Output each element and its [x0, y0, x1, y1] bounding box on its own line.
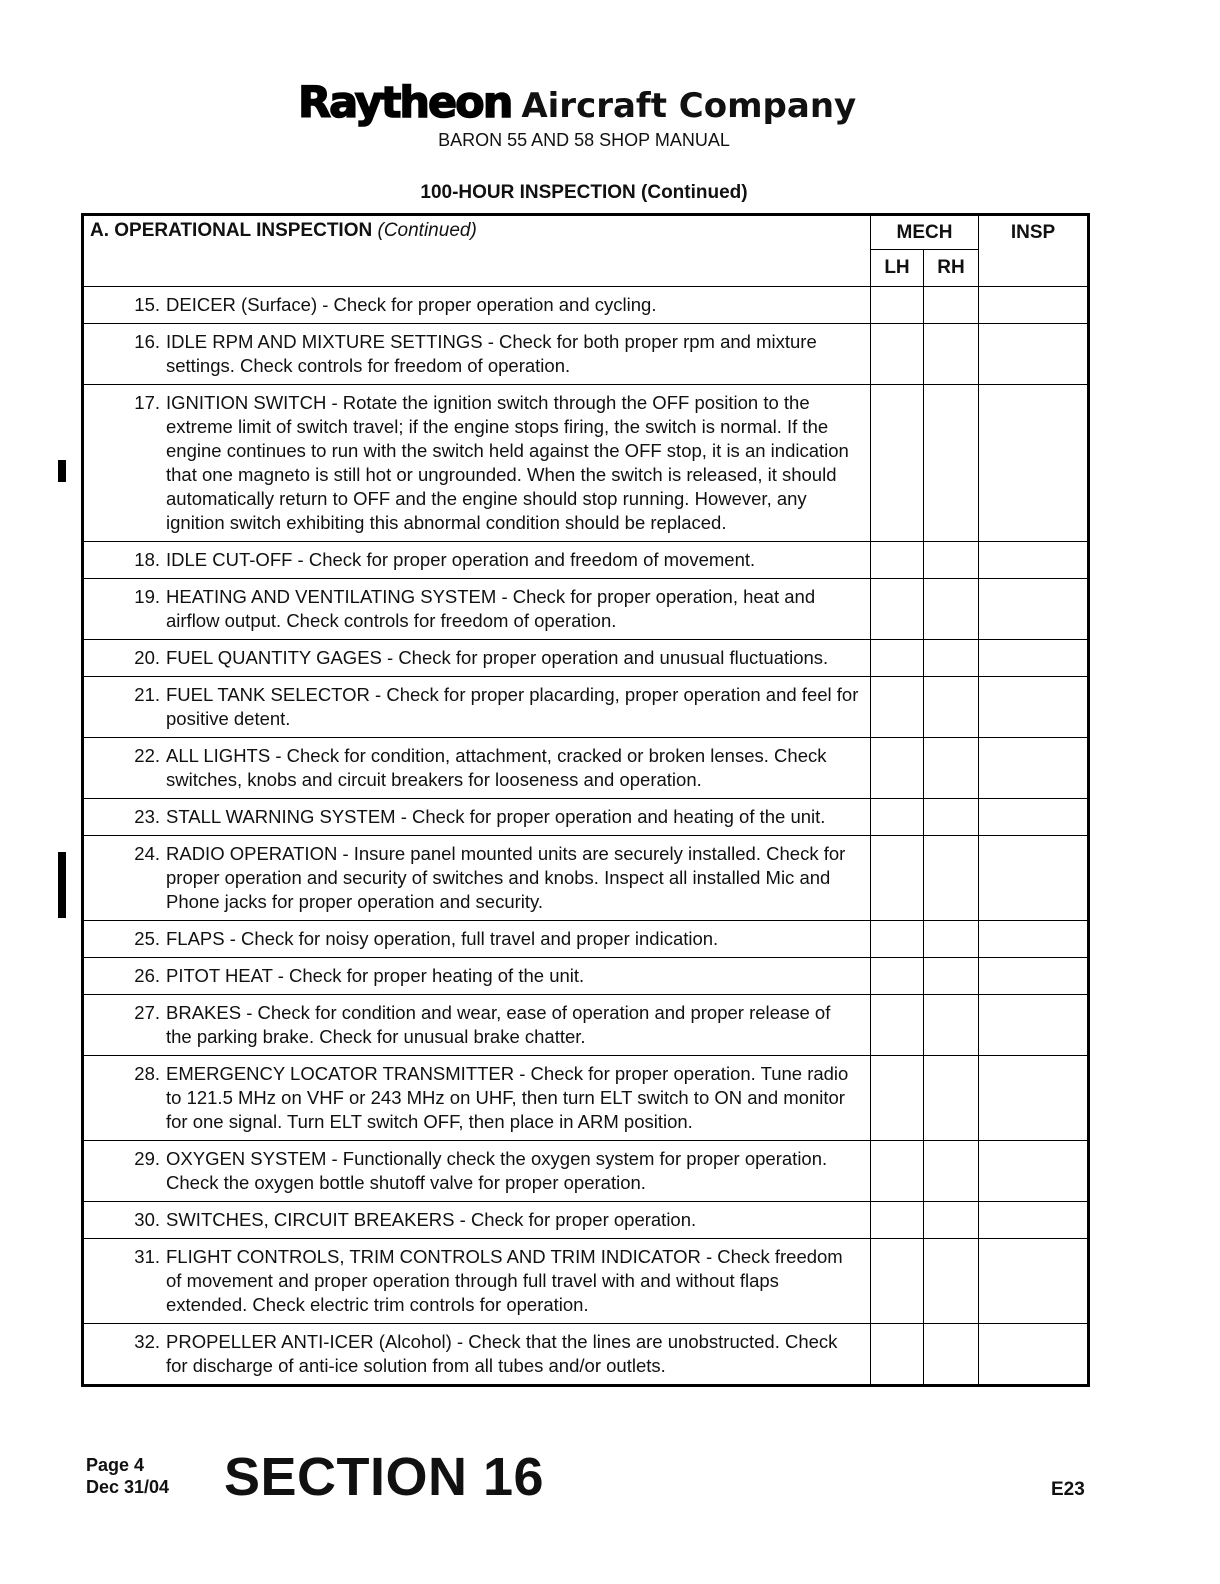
item-number: 23. [134, 806, 160, 827]
inspection-table [81, 213, 1090, 1387]
lh-signoff-cell[interactable] [871, 799, 924, 836]
item-description-cell [83, 836, 871, 921]
item-description-cell [83, 287, 871, 324]
item-text: IDLE CUT-OFF - Check for proper operation and freedom of movement. [166, 549, 756, 570]
item-number: 24. [134, 843, 160, 864]
insp-column-header: INSP [979, 215, 1089, 287]
item-content [84, 964, 860, 988]
item-text: ALL LIGHTS - Check for condition, attachment, cracked or broken lenses. Check switches, knobs and circuit breakers for looseness and operation. [166, 745, 827, 790]
item-description-cell [83, 1324, 871, 1386]
insp-signoff-cell[interactable] [979, 1141, 1089, 1202]
item-number: 21. [134, 684, 160, 705]
item-number: 17. [134, 392, 160, 413]
revision-bar [58, 852, 66, 918]
raytheon-logo: Raytheon [298, 78, 512, 128]
item-number: 16. [134, 331, 160, 352]
item-content [84, 927, 860, 951]
table-row [83, 921, 1089, 958]
lh-signoff-cell[interactable] [871, 995, 924, 1056]
item-content [84, 1245, 860, 1317]
item-description-cell [83, 738, 871, 799]
item-text: PITOT HEAT - Check for proper heating of the unit. [166, 965, 585, 986]
item-content [84, 548, 860, 572]
item-number: 31. [134, 1246, 160, 1267]
rh-signoff-cell[interactable] [924, 995, 979, 1056]
lh-column-header: LH [871, 250, 924, 287]
item-description-cell [83, 921, 871, 958]
page-info [86, 1454, 169, 1498]
item-text: BRAKES - Check for condition and wear, ease of operation and proper release of the parking brake. Check for unusual brake chatter. [166, 1002, 831, 1047]
rh-signoff-cell[interactable] [924, 1239, 979, 1324]
item-content [84, 744, 860, 792]
page-date: Dec 31/04 [86, 1477, 170, 1497]
table-row [83, 1056, 1089, 1141]
rh-signoff-cell[interactable] [924, 640, 979, 677]
insp-signoff-cell[interactable] [979, 1324, 1089, 1386]
item-text: FLIGHT CONTROLS, TRIM CONTROLS AND TRIM INDICATOR - Check freedom of movement and proper operation through full travel with and without flaps extended. Check electric trim controls for operation. [166, 1246, 843, 1315]
insp-signoff-cell[interactable] [979, 579, 1089, 640]
item-content [84, 646, 860, 670]
inspection-title: 100-HOUR INSPECTION (Continued) [420, 182, 748, 203]
rh-signoff-cell[interactable] [924, 677, 979, 738]
item-content [84, 293, 860, 317]
item-content [84, 330, 860, 378]
insp-signoff-cell[interactable] [979, 287, 1089, 324]
item-description-cell [83, 324, 871, 385]
item-text: OXYGEN SYSTEM - Functionally check the oxygen system for proper operation. Check the oxygen bottle shutoff valve for proper operation. [166, 1148, 828, 1193]
rh-signoff-cell[interactable] [924, 579, 979, 640]
item-number: 19. [134, 586, 160, 607]
item-text: IDLE RPM AND MIXTURE SETTINGS - Check for both proper rpm and mixture settings. Check controls for freedom of operation. [166, 331, 817, 376]
lh-signoff-cell[interactable] [871, 640, 924, 677]
rh-signoff-cell[interactable] [924, 921, 979, 958]
brand-subtitle: Aircraft Company [521, 86, 857, 126]
table-row [83, 738, 1089, 799]
rh-signoff-cell[interactable] [924, 1141, 979, 1202]
lh-signoff-cell[interactable] [871, 677, 924, 738]
section-heading [83, 215, 871, 287]
item-number: 29. [134, 1148, 160, 1169]
lh-signoff-cell[interactable] [871, 1324, 924, 1386]
item-content [84, 683, 860, 731]
rh-signoff-cell[interactable] [924, 738, 979, 799]
item-description-cell [83, 640, 871, 677]
item-number: 30. [134, 1209, 160, 1230]
section-label: SECTION 16 [224, 1447, 545, 1507]
table-row [83, 542, 1089, 579]
lh-signoff-cell[interactable] [871, 542, 924, 579]
item-content [84, 1147, 860, 1195]
lh-signoff-cell[interactable] [871, 836, 924, 921]
insp-signoff-cell[interactable] [979, 836, 1089, 921]
item-description-cell [83, 1239, 871, 1324]
rh-signoff-cell[interactable] [924, 542, 979, 579]
rh-signoff-cell[interactable] [924, 1202, 979, 1239]
item-description-cell [83, 579, 871, 640]
insp-signoff-cell[interactable] [979, 677, 1089, 738]
lh-signoff-cell[interactable] [871, 1202, 924, 1239]
insp-signoff-cell[interactable] [979, 542, 1089, 579]
item-text: FUEL TANK SELECTOR - Check for proper placarding, proper operation and feel for positive detent. [166, 684, 859, 729]
item-text: STALL WARNING SYSTEM - Check for proper operation and heating of the unit. [166, 806, 826, 827]
revision-bar [58, 460, 66, 482]
table-row [83, 1239, 1089, 1324]
insp-signoff-cell[interactable] [979, 799, 1089, 836]
table-row [83, 836, 1089, 921]
item-content [84, 1062, 860, 1134]
rh-signoff-cell[interactable] [924, 836, 979, 921]
item-text: PROPELLER ANTI-ICER (Alcohol) - Check that the lines are unobstructed. Check for discharge of anti-ice solution from all tubes and/or outlets. [166, 1331, 838, 1376]
lh-signoff-cell[interactable] [871, 921, 924, 958]
item-description-cell [83, 1202, 871, 1239]
item-number: 25. [134, 928, 160, 949]
company-brand [298, 78, 856, 128]
insp-signoff-cell[interactable] [979, 640, 1089, 677]
item-content [84, 805, 860, 829]
table-row [83, 1202, 1089, 1239]
section-title: A. OPERATIONAL INSPECTION [90, 220, 373, 241]
rh-signoff-cell[interactable] [924, 385, 979, 542]
lh-signoff-cell[interactable] [871, 1141, 924, 1202]
rh-signoff-cell[interactable] [924, 958, 979, 995]
mech-column-header: MECH [871, 215, 979, 250]
item-description-cell [83, 385, 871, 542]
table-row [83, 995, 1089, 1056]
insp-signoff-cell[interactable] [979, 1056, 1089, 1141]
item-description-cell [83, 1056, 871, 1141]
item-number: 32. [134, 1331, 160, 1352]
item-text: HEATING AND VENTILATING SYSTEM - Check for proper operation, heat and airflow output. Check controls for freedom of operation. [166, 586, 816, 631]
insp-signoff-cell[interactable] [979, 324, 1089, 385]
page-number: Page 4 [86, 1455, 145, 1475]
item-description-cell [83, 1141, 871, 1202]
item-number: 28. [134, 1063, 160, 1084]
rh-signoff-cell[interactable] [924, 1324, 979, 1386]
lh-signoff-cell[interactable] [871, 958, 924, 995]
table-row [83, 287, 1089, 324]
table-row [83, 1141, 1089, 1202]
table-row [83, 958, 1089, 995]
item-number: 15. [134, 294, 160, 315]
table-row [83, 385, 1089, 542]
lh-signoff-cell[interactable] [871, 1239, 924, 1324]
section-continued: (Continued) [377, 220, 477, 241]
lh-signoff-cell[interactable] [871, 738, 924, 799]
item-description-cell [83, 677, 871, 738]
item-description-cell [83, 958, 871, 995]
table-row [83, 799, 1089, 836]
item-number: 26. [134, 965, 160, 986]
lh-signoff-cell[interactable] [871, 1056, 924, 1141]
item-number: 27. [134, 1002, 160, 1023]
item-description-cell [83, 995, 871, 1056]
insp-signoff-cell[interactable] [979, 385, 1089, 542]
table-row [83, 324, 1089, 385]
table-row [83, 640, 1089, 677]
lh-signoff-cell[interactable] [871, 385, 924, 542]
item-content [84, 391, 860, 535]
item-text: SWITCHES, CIRCUIT BREAKERS - Check for proper operation. [166, 1209, 697, 1230]
item-content [84, 1330, 860, 1378]
rh-signoff-cell[interactable] [924, 799, 979, 836]
rh-signoff-cell[interactable] [924, 1056, 979, 1141]
item-description-cell [83, 542, 871, 579]
insp-signoff-cell[interactable] [979, 738, 1089, 799]
item-content [84, 1001, 860, 1049]
insp-signoff-cell[interactable] [979, 1202, 1089, 1239]
lh-signoff-cell[interactable] [871, 324, 924, 385]
item-description-cell [83, 799, 871, 836]
item-text: EMERGENCY LOCATOR TRANSMITTER - Check for proper operation. Tune radio to 121.5 MHz on VHF or 243 MHz on UHF, then turn ELT switch to ON and monitor for one signal. Turn ELT switch OFF, then place in ARM position. [166, 1063, 849, 1132]
item-text: IGNITION SWITCH - Rotate the ignition switch through the OFF position to the extreme limit of switch travel; if the engine stops firing, the switch is normal. If the engine continues to run with the switch held against the OFF stop, it is an indication that one magneto is still hot or ungrounded. When the switch is released, it should automatically return to OFF and the engine should stop running. However, any ignition switch exhibiting this abnormal condition should be replaced. [166, 392, 849, 533]
table-row [83, 1324, 1089, 1386]
item-number: 22. [134, 745, 160, 766]
rh-signoff-cell[interactable] [924, 287, 979, 324]
insp-signoff-cell[interactable] [979, 995, 1089, 1056]
insp-signoff-cell[interactable] [979, 921, 1089, 958]
rh-column-header: RH [924, 250, 979, 287]
insp-signoff-cell[interactable] [979, 1239, 1089, 1324]
item-text: FLAPS - Check for noisy operation, full travel and proper indication. [166, 928, 719, 949]
table-row [83, 579, 1089, 640]
item-content [84, 842, 860, 914]
insp-signoff-cell[interactable] [979, 958, 1089, 995]
lh-signoff-cell[interactable] [871, 287, 924, 324]
page-code: E23 [1051, 1479, 1085, 1500]
item-content [84, 1208, 860, 1232]
table-row [83, 677, 1089, 738]
item-text: DEICER (Surface) - Check for proper operation and cycling. [166, 294, 657, 315]
rh-signoff-cell[interactable] [924, 324, 979, 385]
item-number: 18. [134, 549, 160, 570]
manual-title: BARON 55 AND 58 SHOP MANUAL [438, 130, 730, 150]
item-number: 20. [134, 647, 160, 668]
item-content [84, 585, 860, 633]
item-text: RADIO OPERATION - Insure panel mounted units are securely installed. Check for proper operation and security of switches and knobs. Inspect all installed Mic and Phone jacks for proper operation and security. [166, 843, 846, 912]
item-text: FUEL QUANTITY GAGES - Check for proper operation and unusual fluctuations. [166, 647, 829, 668]
lh-signoff-cell[interactable] [871, 579, 924, 640]
